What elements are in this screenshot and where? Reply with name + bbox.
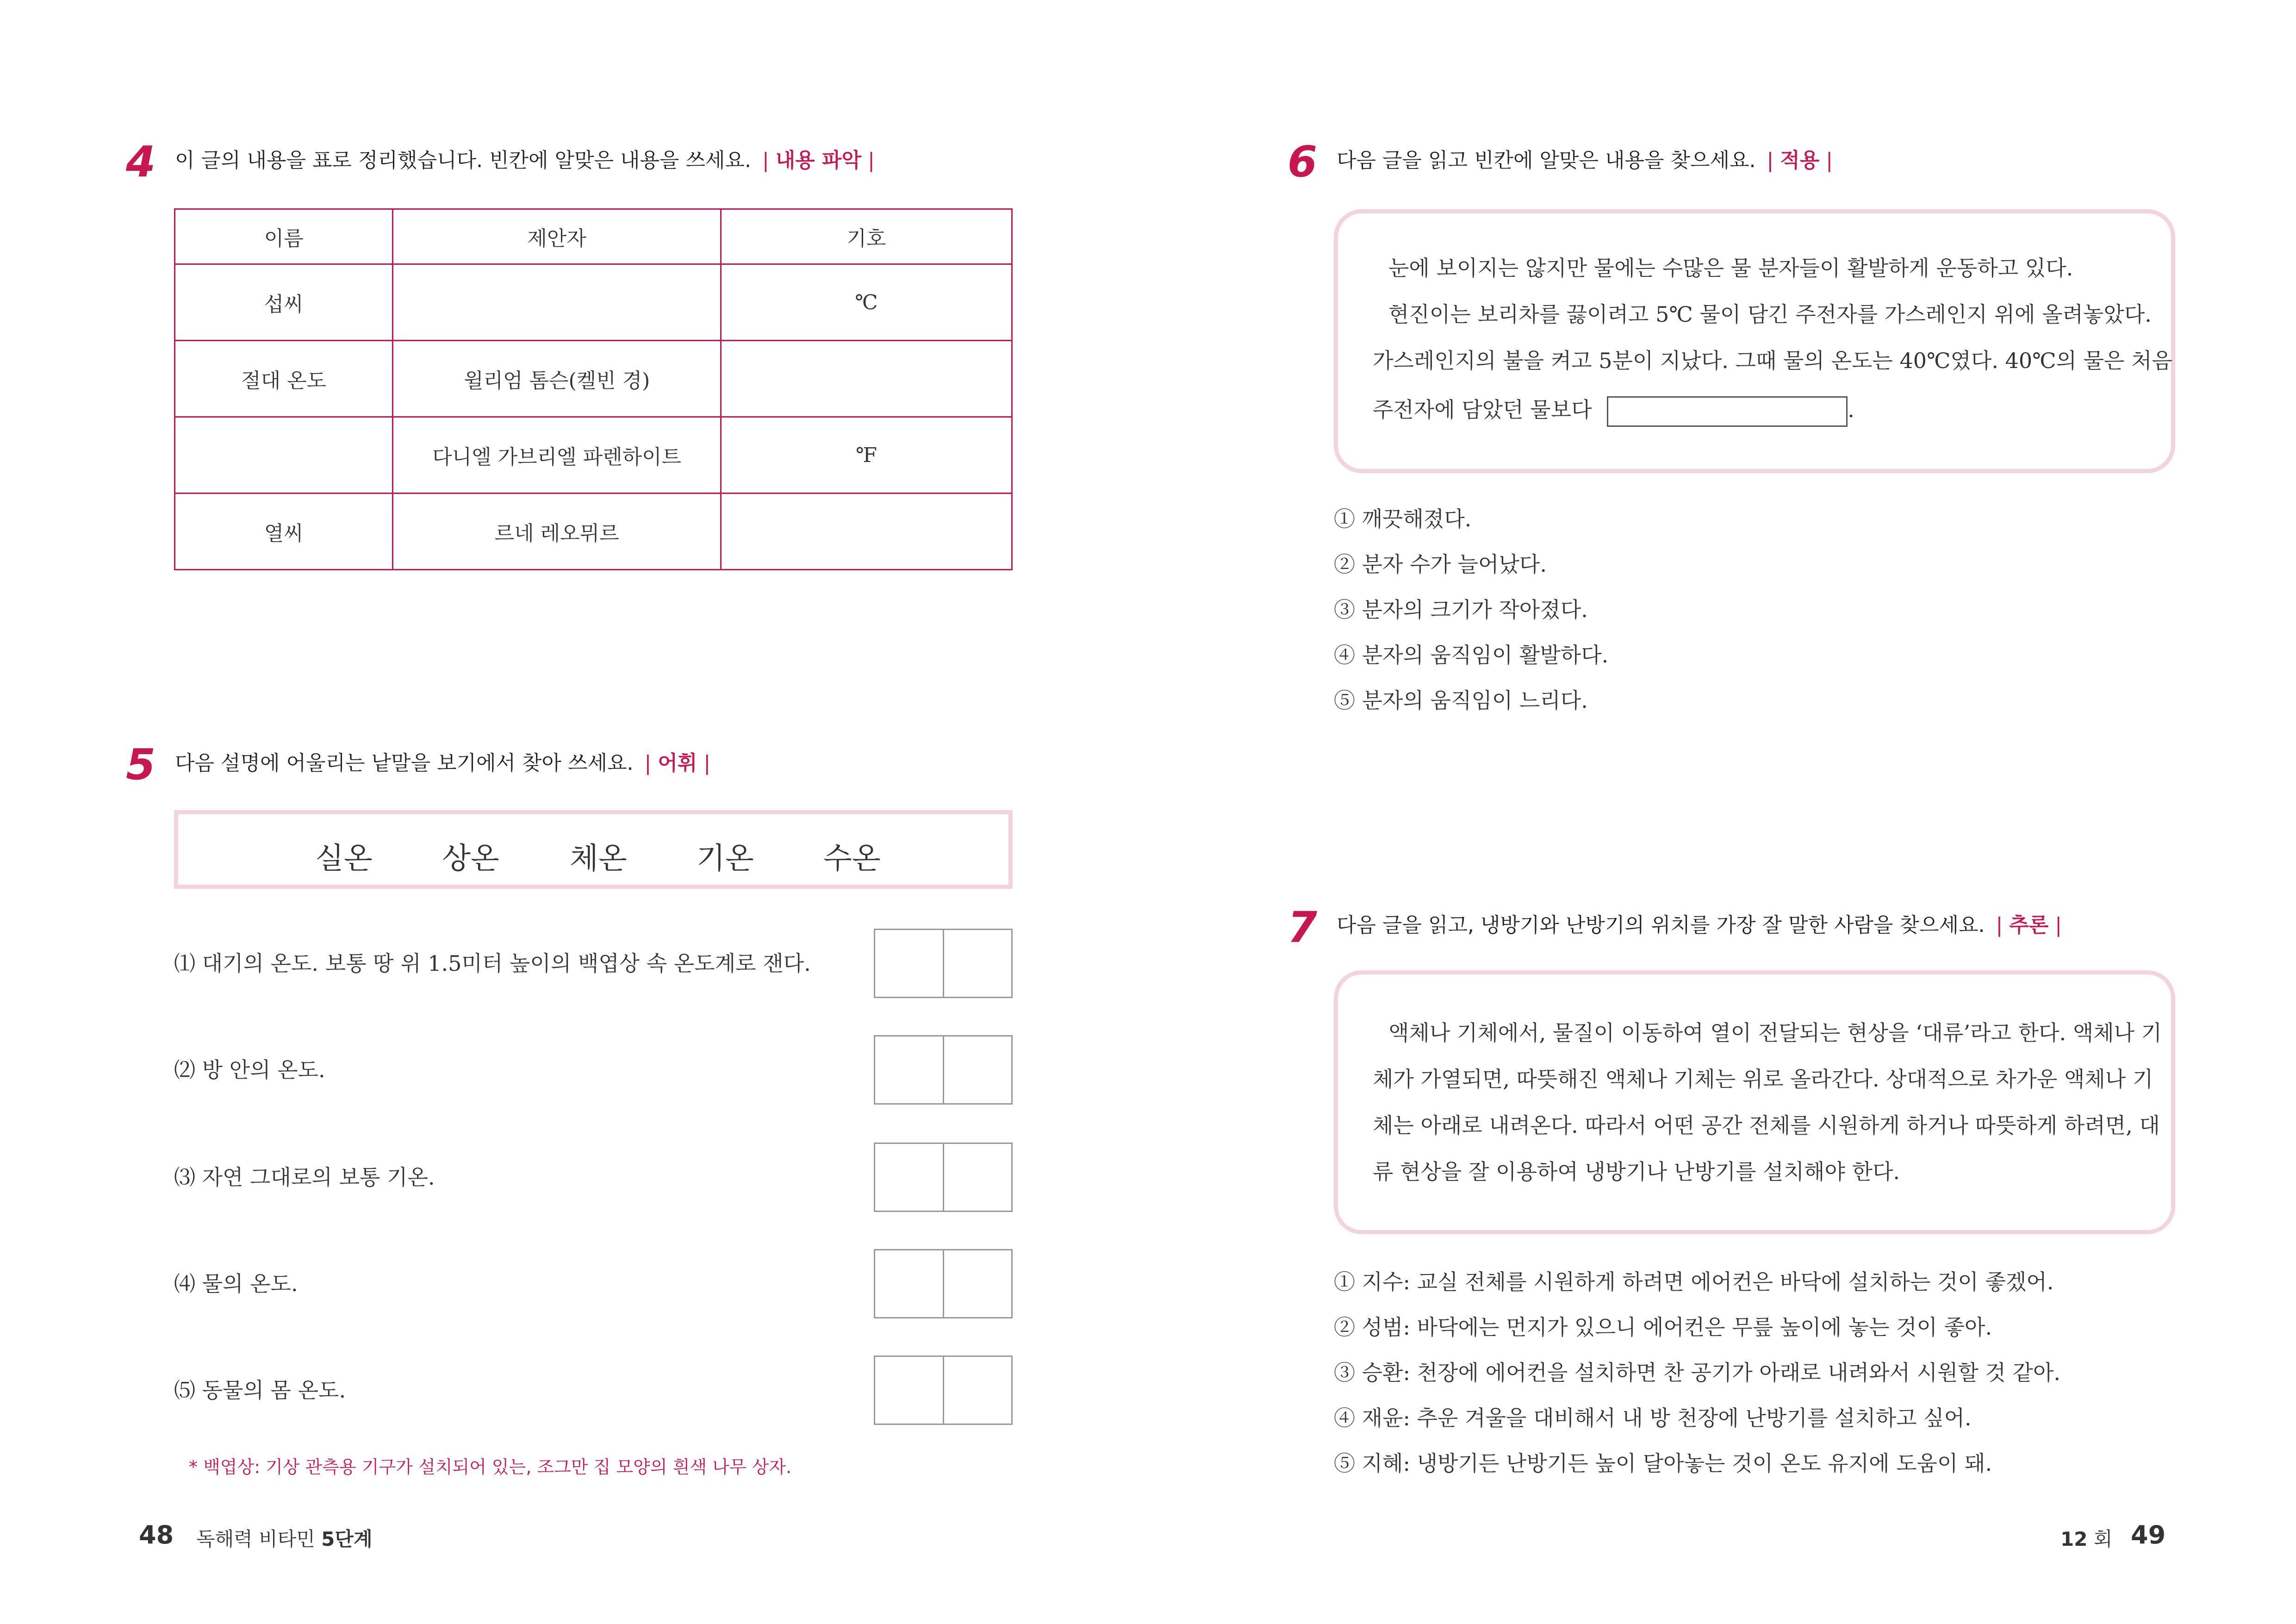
table-row bbox=[175, 417, 1012, 493]
passage-6-line-3: 가스레인지의 불을 켜고 5분이 지났다. 그때 물의 온도는 40℃였다. 40℃의 물은 처음 bbox=[1373, 348, 2172, 373]
passage-6-line-2: 현진이는 보리차를 끓이려고 5℃ 물이 담긴 주전자를 가스레인지 위에 올려놓았다. bbox=[1388, 302, 2152, 327]
option-7-1[interactable]: ① 지수: 교실 전체를 시원하게 하려면 에어컨은 바닥에 설치하는 것이 좋겠어. bbox=[1334, 1269, 2054, 1294]
table-cell: 섭씨 bbox=[175, 264, 393, 341]
vocab-item-1: ⑴ 대기의 온도. 보통 땅 위 1.5미터 높이의 백엽상 속 온도계로 잰다. bbox=[174, 951, 811, 976]
session-unit: 회 bbox=[2093, 1528, 2113, 1550]
table-blank-cell[interactable] bbox=[721, 493, 1012, 570]
table-blank-cell[interactable] bbox=[393, 264, 721, 341]
question-5-tag: | 어휘 | bbox=[644, 751, 711, 775]
answer-box-4[interactable] bbox=[874, 1249, 1013, 1318]
answer-box-2[interactable] bbox=[874, 1035, 1013, 1105]
header-proposer: 제안자 bbox=[393, 209, 721, 264]
question-4-prompt bbox=[175, 150, 875, 171]
question-4-tag-label: 내용 파악 bbox=[775, 149, 862, 172]
book-title bbox=[196, 1524, 373, 1552]
footnote: * 백엽상: 기상 관측용 기구가 설치되어 있는, 조그만 집 모양의 흰색 나무 상자. bbox=[189, 1457, 792, 1477]
passage-7-line-2: 체가 가열되면, 따뜻해진 액체나 기체는 위로 올라간다. 상대적으로 차가운 액체나 기 bbox=[1373, 1067, 2153, 1092]
vocab-item-4: ⑷ 물의 온도. bbox=[174, 1271, 298, 1296]
option-7-3[interactable]: ③ 승환: 천장에 에어컨을 설치하면 찬 공기가 아래로 내려와서 시원할 것 같아. bbox=[1334, 1360, 2061, 1385]
vocab-item-5: ⑸ 동물의 몸 온도. bbox=[174, 1378, 346, 1403]
table-cell: 다니엘 가브리엘 파렌하이트 bbox=[393, 417, 721, 493]
page-number-right: 49 bbox=[2131, 1520, 2166, 1549]
table-cell: ℃ bbox=[721, 264, 1012, 341]
passage-7-line-4: 류 현상을 잘 이용하여 냉방기나 난방기를 설치해야 한다. bbox=[1373, 1159, 1900, 1184]
book-level: 5단계 bbox=[321, 1528, 373, 1550]
option-6-3[interactable]: ③ 분자의 크기가 작아졌다. bbox=[1334, 597, 1588, 622]
option-6-4[interactable]: ④ 분자의 움직임이 활발하다. bbox=[1334, 643, 1609, 668]
question-4-text: 이 글의 내용을 표로 정리했습니다. 빈칸에 알맞은 내용을 쓰세요. bbox=[175, 149, 751, 172]
word-bank-item: 수온 bbox=[823, 842, 881, 876]
passage-box-7 bbox=[1334, 970, 2175, 1234]
option-6-2[interactable]: ② 분자 수가 늘어났다. bbox=[1334, 552, 1547, 577]
session-label bbox=[2060, 1524, 2112, 1552]
table-cell: 윌리엄 톰슨(켈빈 경) bbox=[393, 341, 721, 417]
summary-table bbox=[174, 208, 1013, 570]
question-7-tag-label: 추론 bbox=[2009, 913, 2049, 937]
table-cell: 절대 온도 bbox=[175, 341, 393, 417]
header-name: 이름 bbox=[175, 209, 393, 264]
question-6-text: 다음 글을 읽고 빈칸에 알맞은 내용을 찾으세요. bbox=[1337, 149, 1756, 172]
question-number-7: 7 bbox=[1288, 903, 1318, 952]
vocab-item-3: ⑶ 자연 그대로의 보통 기온. bbox=[174, 1165, 435, 1190]
answer-box-3[interactable] bbox=[874, 1143, 1013, 1212]
option-6-5[interactable]: ⑤ 분자의 움직임이 느리다. bbox=[1334, 688, 1588, 713]
passage-6-period: . bbox=[1848, 397, 1854, 422]
question-5-prompt bbox=[175, 753, 710, 774]
table-cell: ℉ bbox=[721, 417, 1012, 493]
option-7-4[interactable]: ④ 재윤: 추운 겨울을 대비해서 내 방 천장에 난방기를 설치하고 싶어. bbox=[1334, 1405, 1972, 1430]
question-7-tag: | 추론 | bbox=[1996, 913, 2062, 937]
option-7-5[interactable]: ⑤ 지혜: 냉방기든 난방기든 높이 달아놓는 것이 온도 유지에 도움이 돼. bbox=[1334, 1451, 1992, 1476]
table-cell: 르네 레오뮈르 bbox=[393, 493, 721, 570]
word-bank-item: 체온 bbox=[570, 842, 627, 876]
option-6-1[interactable]: ① 깨끗해졌다. bbox=[1334, 506, 1472, 531]
table-cell: 열씨 bbox=[175, 493, 393, 570]
table-blank-cell[interactable] bbox=[175, 417, 393, 493]
table-row bbox=[175, 341, 1012, 417]
word-bank-item: 상온 bbox=[442, 842, 499, 876]
question-7-prompt bbox=[1337, 915, 2062, 936]
word-bank-item: 기온 bbox=[697, 842, 754, 876]
page-number-left: 48 bbox=[139, 1520, 174, 1549]
passage-box-6 bbox=[1334, 209, 2175, 473]
session-number: 12 bbox=[2060, 1528, 2088, 1550]
passage-6-line-1: 눈에 보이지는 않지만 물에는 수많은 물 분자들이 활발하게 운동하고 있다. bbox=[1388, 256, 2073, 281]
table-row bbox=[175, 493, 1012, 570]
answer-box-5[interactable] bbox=[874, 1355, 1013, 1425]
book-title-text: 독해력 비타민 bbox=[196, 1528, 315, 1550]
question-number-4: 4 bbox=[126, 137, 156, 187]
vocab-item-2: ⑵ 방 안의 온도. bbox=[174, 1057, 325, 1082]
passage-7-line-1: 액체나 기체에서, 물질이 이동하여 열이 전달되는 현상을 ‘대류’라고 한다. 액체나 기 bbox=[1388, 1020, 2162, 1045]
question-4-tag: | 내용 파악 | bbox=[762, 149, 875, 172]
header-symbol: 기호 bbox=[721, 209, 1012, 264]
table-row bbox=[175, 264, 1012, 341]
question-number-6: 6 bbox=[1288, 137, 1318, 187]
question-6-prompt bbox=[1337, 150, 1833, 171]
answer-box-1[interactable] bbox=[874, 929, 1013, 998]
option-7-2[interactable]: ② 성범: 바닥에는 먼지가 있으니 에어컨은 무릎 높이에 놓는 것이 좋아. bbox=[1334, 1315, 1992, 1340]
question-6-tag-label: 적용 bbox=[1780, 149, 1820, 172]
word-bank-box bbox=[174, 810, 1013, 889]
question-6-tag: | 적용 | bbox=[1767, 149, 1833, 172]
passage-7-line-3: 체는 아래로 내려온다. 따라서 어떤 공간 전체를 시원하게 하거나 따뜻하게 하려면, 대 bbox=[1373, 1113, 2160, 1138]
question-7-text: 다음 글을 읽고, 냉방기와 난방기의 위치를 가장 잘 말한 사람을 찾으세요. bbox=[1337, 913, 1985, 937]
fill-in-blank[interactable] bbox=[1607, 396, 1848, 427]
question-5-text: 다음 설명에 어울리는 낱말을 보기에서 찾아 쓰세요. bbox=[175, 751, 634, 775]
word-bank-item: 실온 bbox=[315, 842, 373, 876]
passage-6-line-4 bbox=[1373, 396, 1854, 427]
question-number-5: 5 bbox=[126, 740, 156, 789]
question-5-tag-label: 어휘 bbox=[658, 751, 697, 775]
table-blank-cell[interactable] bbox=[721, 341, 1012, 417]
passage-6-line-4-text: 주전자에 담았던 물보다 bbox=[1373, 397, 1592, 422]
table-header-row bbox=[175, 209, 1012, 264]
